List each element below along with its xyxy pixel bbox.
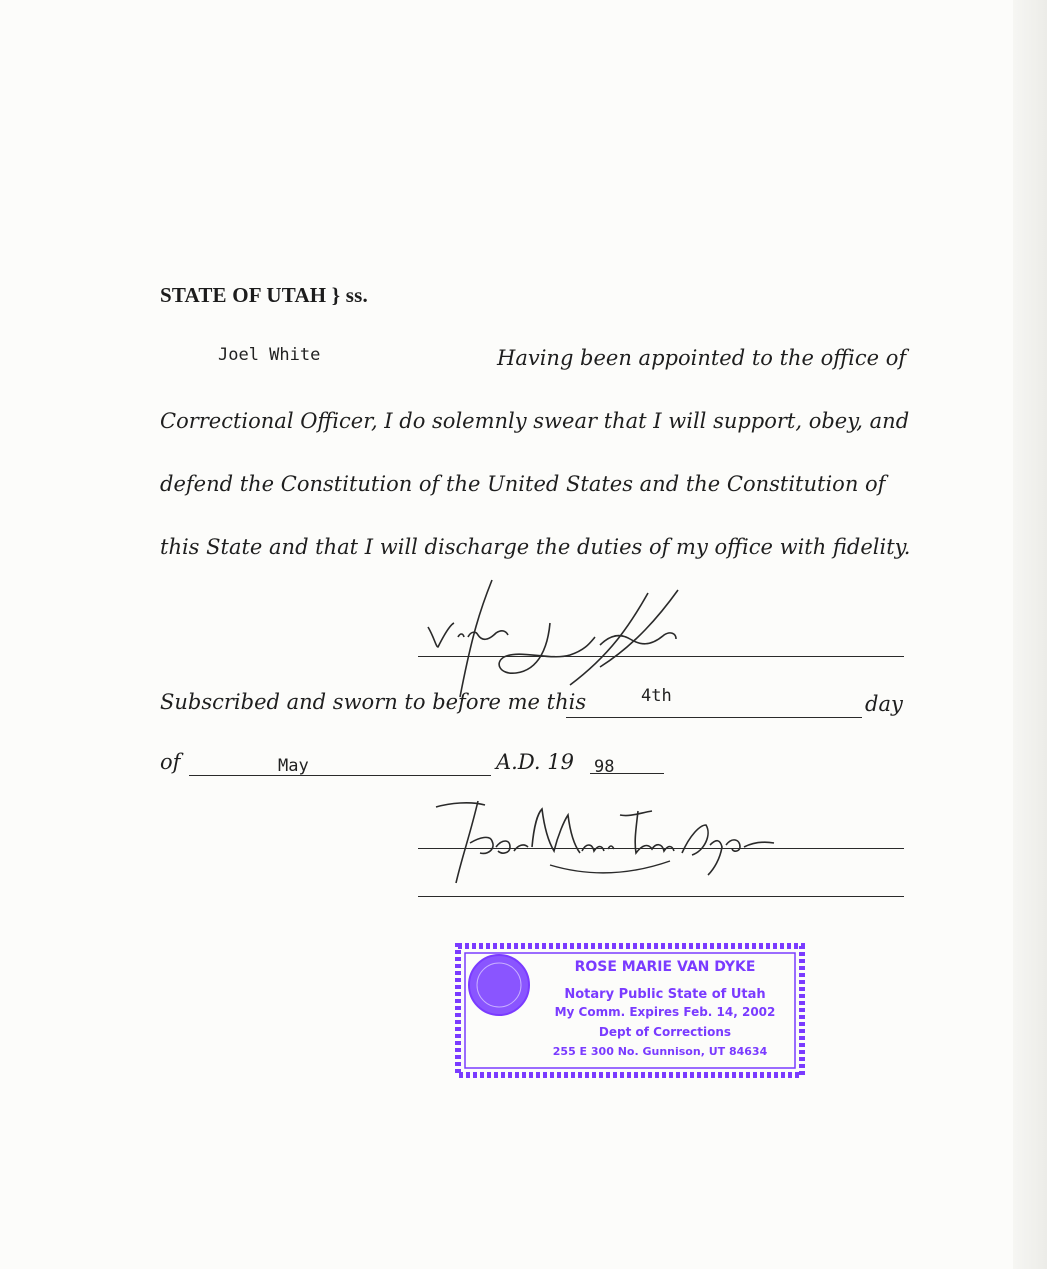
page-edge bbox=[1013, 0, 1047, 1269]
of-label: of bbox=[160, 750, 181, 774]
venue-heading: STATE OF UTAH } ss. bbox=[160, 283, 368, 307]
stamp-title: Notary Public State of Utah bbox=[564, 987, 766, 1002]
year-value: 98 bbox=[594, 757, 615, 777]
ad-label: A.D. 19 bbox=[496, 750, 575, 774]
month-value: May bbox=[278, 756, 309, 776]
notary-title-line bbox=[418, 896, 904, 897]
affiant-signature bbox=[420, 575, 690, 700]
oath-line-4: this State and that I will discharge the duties of my office with fidelity. bbox=[160, 535, 911, 559]
stamp-name: ROSE MARIE VAN DYKE bbox=[574, 959, 756, 975]
stamp-dept: Dept of Corrections bbox=[598, 1025, 732, 1039]
day-label: day bbox=[865, 692, 903, 716]
appointee-name: Joel White bbox=[218, 345, 321, 365]
stamp-expiry: My Comm. Expires Feb. 14, 2002 bbox=[554, 1005, 776, 1019]
oath-line-3: defend the Constitution of the United States and the Constitution of bbox=[160, 472, 886, 496]
month-line bbox=[189, 775, 491, 776]
oath-line-1: Having been appointed to the office of bbox=[497, 346, 907, 370]
subscribed-text: Subscribed and sworn to before me this bbox=[160, 690, 587, 714]
stamp-address: 255 E 300 No. Gunnison, UT 84634 bbox=[552, 1045, 768, 1058]
day-value: 4th bbox=[641, 686, 672, 706]
notary-signature bbox=[430, 795, 780, 890]
day-line bbox=[566, 717, 862, 718]
oath-line-2: Correctional Officer, I do solemnly swear that I will support, obey, and bbox=[160, 409, 910, 433]
notary-stamp bbox=[455, 943, 805, 1078]
